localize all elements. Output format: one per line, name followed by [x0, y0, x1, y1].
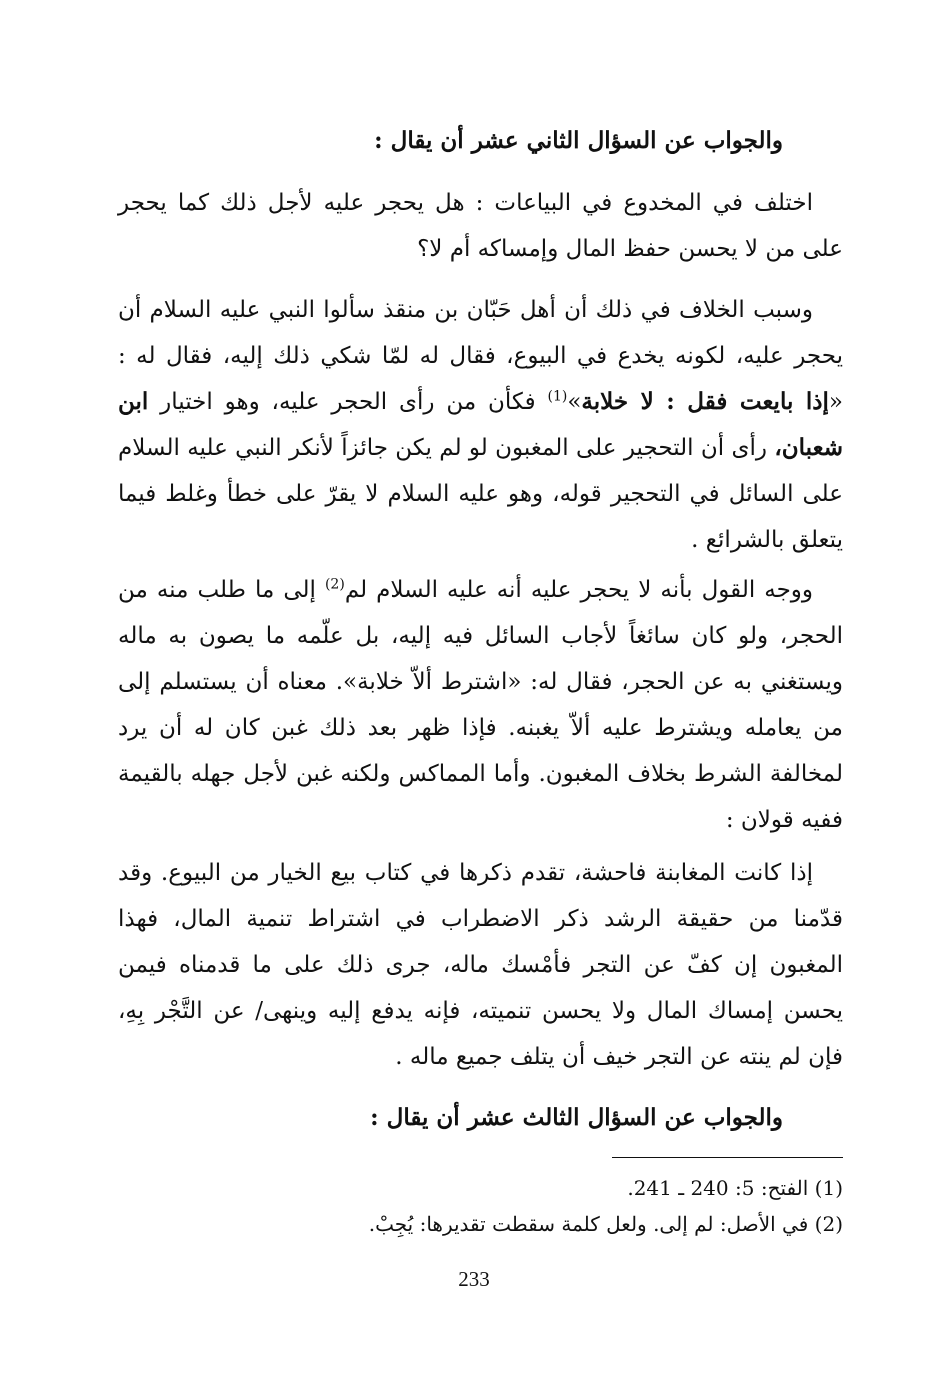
hadith-quote: إذا بايعت فقل : لا خلابة: [581, 388, 829, 415]
paragraph-1: [118, 180, 843, 272]
heading-question-12: والجواب عن السؤال الثاني عشر أن يقال :: [374, 127, 783, 154]
paragraph-2-part-b: »: [567, 389, 582, 415]
paragraph-4: [118, 850, 843, 1080]
paragraph-2-part-c: فكأن من رأى الحجر عليه، وهو اختيار: [148, 389, 548, 415]
paragraph-3-text: [118, 567, 843, 843]
page-number: 233: [458, 1267, 490, 1291]
footnote-1: (1) الفتح: 5: 240 ـ 241.: [627, 1176, 843, 1200]
scholar-name: ابن شعبان،: [118, 388, 843, 461]
paragraph-2-part-d: رأى أن التحجير على المغبون لو لم يكن جائزاً لأنكر النبي عليه السلام على السائل في التحجير قوله، وهو عليه السلام لا يقرّ على خطأ وغلط فيما يتعلق بالشرائع .: [118, 435, 843, 553]
footnote-divider: [612, 1157, 843, 1158]
paragraph-2-part-a: وسبب الخلاف في ذلك أن أهل حَبّان بن منقذ سألوا النبي عليه السلام أن يحجر عليه، لكونه يخدع في البيوع، فقال له لمّا شكي ذلك إليه، فقال له : «: [118, 297, 843, 415]
footnote-2: (2) في الأصل: لم إلى. ولعل كلمة سقطت تقديرها: يُجِبْ.: [368, 1212, 843, 1236]
footnotes: [118, 1170, 843, 1242]
paragraph-3-part-b: إلى ما طلب منه من الحجر، ولو كان سائغاً لأجاب السائل فيه إليه، بل علّمه ما يصون به ماله ويستغني به عن الحجر، فقال له: «اشترط ألاّ خلابة». معناه أن يستسلم إلى من يعامله ويشترط عليه ألاّ يغبنه. فإذا ظهر بعد ذلك غبن كان له أن يرد لمخالفة الشرط بخلاف المغبون. وأما المماكس ولكنه غبن لأجل جهله بالقيمة ففيه قولان :: [118, 577, 843, 833]
paragraph-4-text: إذا كانت المغابنة فاحشة، تقدم ذكرها في كتاب بيع الخيار من البيوع. وقد قدّمنا من حقيقة الرشد ذكر الاضطراب في اشتراط تنمية المال، فهذا المغبون إن كفّ عن التجر فأمْسك ماله، جرى ذلك على ما قدمناه فيمن يحسن إمساك المال ولا يحسن تنميته، فإنه يدفع إليه وينهى/ عن التَّجْر بِهِ، فإن لم ينته عن التجر خيف أن يتلف جميع ماله .: [118, 860, 843, 1070]
paragraph-3: [118, 567, 843, 843]
footnote-ref-2[interactable]: (2): [324, 576, 345, 593]
heading-question-13: والجواب عن السؤال الثالث عشر أن يقال :: [370, 1104, 783, 1131]
paragraph-1-text: اختلف في المخدوع في البياعات : هل يحجر عليه لأجل ذلك كما يحجر على من لا يحسن حفظ المال وإمساكه أم لا؟: [118, 190, 843, 262]
paragraph-2: [118, 287, 843, 563]
footnote-ref-1[interactable]: (1): [547, 388, 568, 405]
paragraph-2-text: [118, 287, 843, 563]
paragraph-3-part-a: ووجه القول بأنه لا يحجر عليه أنه عليه السلام لم: [344, 577, 813, 603]
